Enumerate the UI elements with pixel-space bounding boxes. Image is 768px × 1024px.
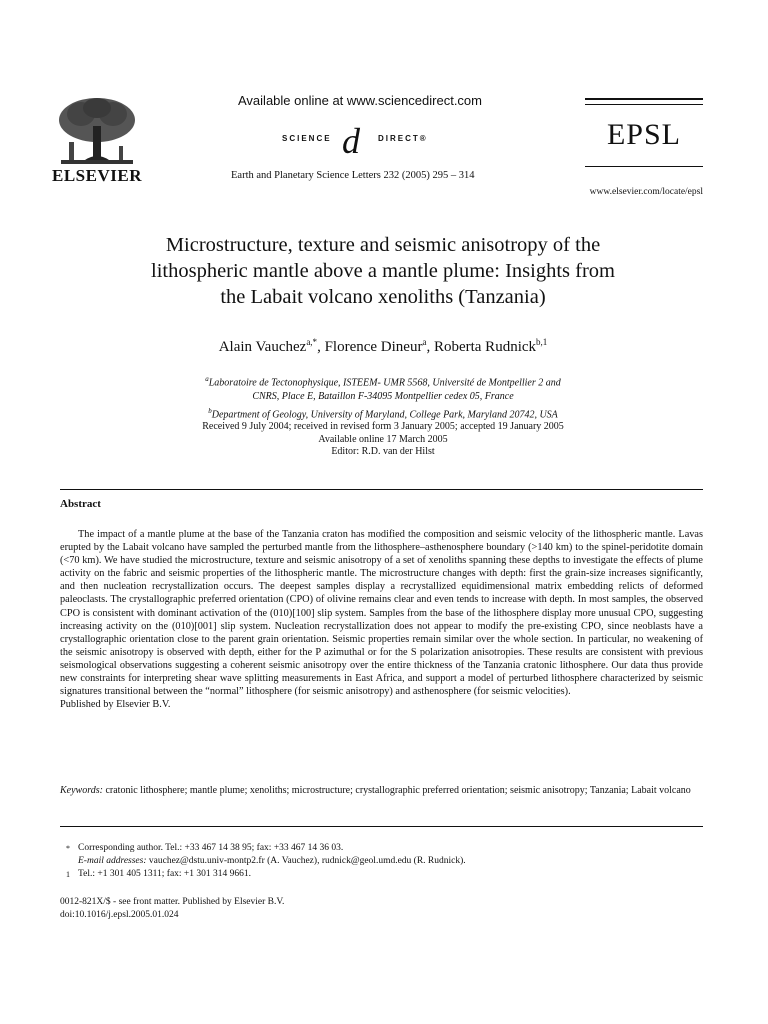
corresponding-author: Corresponding author. Tel.: +33 467 14 38 95; fax: +33 467 14 36 03. bbox=[78, 843, 344, 853]
keywords-text: cratonic lithosphere; mantle plume; xenoliths; microstructure; crystallographic preferred orientation; seismic anisotropy; Tanzania; Labait volcano bbox=[105, 785, 691, 796]
title-line: Microstructure, texture and seismic anisotropy of the bbox=[165, 234, 601, 256]
author-name: Alain Vauchez bbox=[218, 339, 307, 355]
keywords bbox=[60, 784, 703, 797]
sciencedirect-right-text: DIRECT® bbox=[378, 134, 428, 143]
affiliation-line: Laboratoire de Tectonophysique, ISTEEM- UMR 5568, Université de Montpellier 2 and bbox=[208, 377, 561, 389]
author-name: Roberta Rudnick bbox=[433, 339, 537, 355]
email-label: E-mail addresses: bbox=[78, 856, 147, 866]
available-date: Available online 17 March 2005 bbox=[318, 433, 448, 445]
author-sup: a bbox=[422, 337, 427, 347]
author-sup: a,* bbox=[306, 337, 318, 347]
doi[interactable]: doi:10.1016/j.epsl.2005.01.024 bbox=[60, 910, 179, 920]
sciencedirect-mark: d bbox=[342, 121, 360, 161]
keywords-label: Keywords: bbox=[60, 785, 103, 796]
abstract-body bbox=[60, 528, 703, 711]
header-rule-thick bbox=[585, 98, 703, 100]
article-history bbox=[60, 421, 706, 459]
affiliation-mark: a bbox=[205, 375, 209, 383]
author-separator: , bbox=[317, 339, 325, 355]
footnote-mark: * bbox=[66, 844, 70, 853]
affiliation-line: CNRS, Place E, Bataillon F-34095 Montpellier cedex 05, France bbox=[252, 391, 514, 403]
sciencedirect-logo bbox=[282, 121, 482, 161]
title-line: the Labait volcano xenoliths (Tanzania) bbox=[220, 286, 546, 308]
author-list bbox=[60, 337, 706, 356]
footnote-mark: 1 bbox=[66, 870, 70, 879]
article-title bbox=[60, 232, 706, 310]
abstract-paragraph: The impact of a mantle plume at the base of the Tanzania craton has modified the composition and seismic velocity of the lithospheric mantle. Lavas erupted by the Labait volcano have sampled the perturbed mantle from the lithosphere–asthenosphere boundary (>140 km) to the spinel-peridotite domain (<70 km). We have studied the microstructure, texture and seismic anisotropy of a set of xenoliths spanning these depths to investigate the effects of plume activity on the fabric and seismic properties of the lithospheric mantle. The microstructure changes with depth: first the grain-size increases significantly, and then nucleation recrystallization occurs. The deepest samples display a recrystallized equidimensional matrix embedding relicts of deformed paleoclasts. The crystallographic preferred orientation (CPO) of olivine remains clear and even tends to increase with depth. In most samples, the observed CPO is consistent with dominant activation of the (010)[100] slip system. Samples from the base of the lithosphere display more unusual CPO, suggesting increasing activity on the (010)[001] slip system. Nucleation recrystallization does not appear to modify the pre-existing CPO, since neoblasts have a crystallographic orientation close to the parent grain orientation. Seismic properties remain similar over the whole section. In particular, no weakening of the seismic anisotropy is observed with depth, either for the P azimuthal or for the S polarization anisotropies. These results are consistent with previous seismological observations suggesting a coherent seismic anisotropy over the entire thickness of the Tanzania cratonic lithosphere. Our data thus provide new constraints for interpreting shear wave splitting measurements in East Africa, and support a model of perturbed lithosphere characterized by seismic signatures transitional between the “normal” lithosphere (for seismic anisotropy) and asthenosphere (for seismic velocities). bbox=[60, 529, 703, 698]
affiliation-line: Department of Geology, University of Maryland, College Park, Maryland 20742, USA bbox=[211, 409, 558, 421]
footnotes bbox=[60, 842, 703, 881]
author-name: Florence Dineur bbox=[324, 339, 423, 355]
author-separator: , bbox=[426, 339, 434, 355]
editor: Editor: R.D. van der Hilst bbox=[331, 446, 435, 457]
copyright-block bbox=[60, 896, 703, 922]
footnote-rule bbox=[60, 826, 703, 827]
publisher-name: ELSEVIER bbox=[52, 166, 142, 185]
email-addresses[interactable]: vauchez@dstu.univ-montp2.fr (A. Vauchez), rudnick@geol.umd.edu (R. Rudnick). bbox=[148, 856, 466, 866]
affiliation-mark: b bbox=[208, 407, 212, 416]
abstract-heading: Abstract bbox=[60, 498, 101, 510]
published-by: Published by Elsevier B.V. bbox=[60, 699, 171, 711]
sciencedirect-left-text: SCIENCE bbox=[282, 134, 332, 143]
copyright-line: 0012-821X/$ - see front matter. Published by Elsevier B.V. bbox=[60, 897, 285, 907]
journal-url[interactable]: www.elsevier.com/locate/epsl bbox=[589, 187, 703, 197]
received-dates: Received 9 July 2004; received in revised form 3 January 2005; accepted 19 January 2005 bbox=[202, 421, 564, 432]
header-rule-lower bbox=[585, 166, 703, 167]
affiliations bbox=[60, 372, 706, 423]
author-sup: b,1 bbox=[536, 337, 548, 347]
available-online-text[interactable]: Available online at www.sciencedirect.com bbox=[238, 93, 482, 108]
title-line: lithospheric mantle above a mantle plume: Insights from bbox=[151, 260, 615, 282]
abstract-rule bbox=[60, 489, 703, 490]
header-rule-thin bbox=[585, 104, 703, 105]
journal-abbrev: EPSL bbox=[606, 118, 682, 151]
footnote-1: Tel.: +1 301 405 1311; fax: +1 301 314 9661. bbox=[78, 869, 252, 879]
journal-citation: Earth and Planetary Science Letters 232 (2005) 295 – 314 bbox=[231, 170, 475, 181]
